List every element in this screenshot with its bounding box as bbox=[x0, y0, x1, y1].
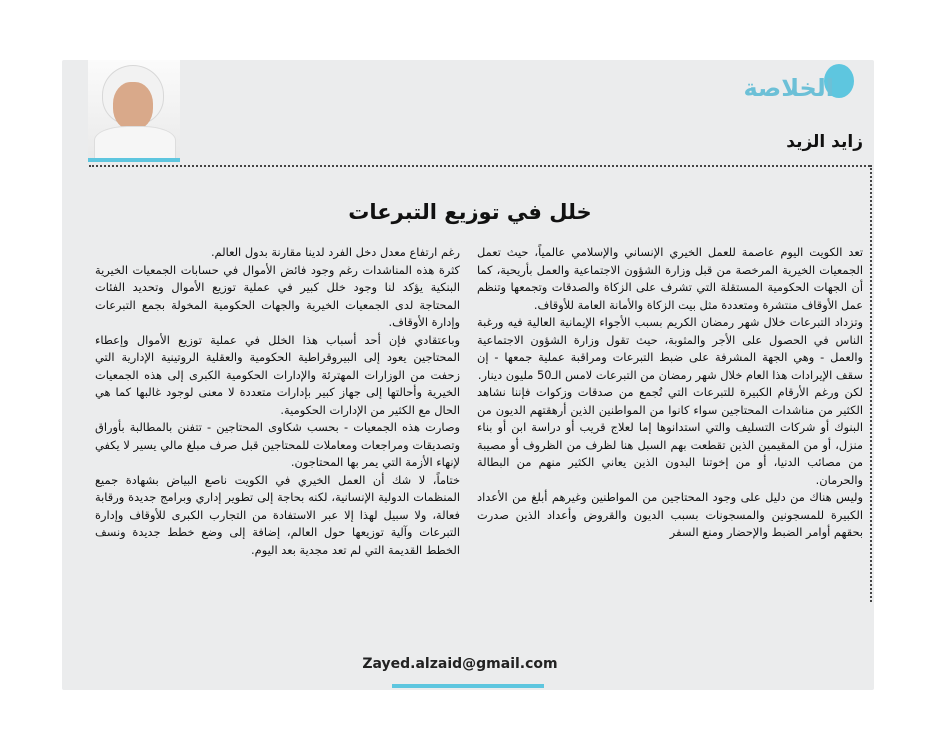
article-column-right bbox=[477, 244, 863, 542]
email-accent-bar bbox=[392, 684, 544, 688]
dotted-divider-horizontal bbox=[89, 165, 870, 167]
paragraph: تعد الكويت اليوم عاصمة للعمل الخيري الإنساني والإسلامي عالمياً، حيث تعمل الجمعيات الخيرية المرخصة من قبل وزارة الشؤون الاجتماعية والعمل بأريحية، كما أن الجهات الحكومية المستقلة التي تشرف على الزكاة والصدقات وتجمعها وتنظم عمل الأوقاف منتشرة ومتعددة مثل بيت الزكاة والأمانة العامة للأوقاف. bbox=[477, 245, 863, 312]
article-column-left bbox=[95, 244, 460, 559]
dotted-divider-vertical bbox=[870, 165, 872, 602]
paragraph: وباعتقادي فإن أحد أسباب هذا الخلل في عملية توزيع الأموال وإعطاء المحتاجين يعود إلى البيروقراطية الحكومية والعقلية الروتينية الإدارية التي زحفت من الوزارات المهترئة والإدارات الحكومية الكبرى إلى هذه الجمعيات الخيرية وأحالتها إلى جهاز كبير بإدارات متعددة لا معنى لوجود غالبها كما هي الحال مع الكثير من الإدارات الحكومية. bbox=[95, 332, 460, 417]
author-photo bbox=[88, 60, 180, 160]
paragraph: لكن ورغم الأرقام الكبيرة للتبرعات التي تُجمع من صدقات وزكوات فإننا نشاهد الكثير من مناشدات المحتاجين سواء كانوا من المواطنين الذين أرهقتهم الديون من البنوك أو شركات التسليف والتي استدانوها إما لعلاج قريب أو دراسة ابن أو بناء منزل، أو من المقيمين الذين تقطعت بهم السبل هنا لظرف من الظروف أو مصيبة من مصائب الدنيا، أو من إخوتنا البدون الذين يعاني الكثير منهم من البطالة والحرمان. bbox=[477, 385, 863, 487]
paragraph: ختاماً، لا شك أن العمل الخيري في الكويت ناصع البياض بشهادة جميع المنظمات الدولية الإنسانية، لكنه بحاجة إلى تطوير إداري وبرامج جديدة ورقابة فعالة، ولا سبيل لهذا إلا عبر الاستفادة من التجارب الكبرى للأوقاف وإدارة التبرعات وآلية توزيعها حول العالم، إضافة إلى وضع خطط جديدة ونسف الخطط القديمة التي لم تعد مجدية بعد اليوم. bbox=[95, 472, 460, 557]
photo-accent-bar bbox=[88, 158, 180, 162]
author-name: زايد الزيد bbox=[786, 132, 863, 152]
column-logo bbox=[740, 68, 860, 108]
robe-shape bbox=[94, 126, 176, 162]
paragraph: كثرة هذه المناشدات رغم وجود فائض الأموال في حسابات الجمعيات الخيرية البنكية يؤكد لنا وجود خلل كبير في عملية توزيع الأموال وتحديد الفئات المحتاجة لدى الجمعيات الخيرية والجهات الحكومية المخولة بجمع التبرعات وإدارة الأوقاف. bbox=[95, 262, 460, 329]
logo-word: الخلاصة bbox=[743, 74, 834, 102]
paragraph: وتزداد التبرعات خلال شهر رمضان الكريم بسبب الأجواء الإيمانية العالية فيه ورغبة الناس في الحصول على الأجر والمثوبة، حيث تقول وزارة الشؤون الاجتماعية والعمل - وهي الجهة المشرفة على ضبط التبرعات ومراقبة عملية جمعها - إن سقف الإيرادات هذا العام خلال شهر رمضان من التبرعات لامس الـ50 مليون دينار. bbox=[477, 315, 863, 382]
paragraph: وصارت هذه الجمعيات - بحسب شكاوى المحتاجين - تتفنن بالمطالبة بأوراق وتصديقات ومراجعات ومعاملات للمحتاجين قبل صرف مبلغ مالي يسير لا يكفي لإنهاء الأزمة التي يمر بها المحتاجون. bbox=[95, 420, 460, 469]
paragraph: رغم ارتفاع معدل دخل الفرد لدينا مقارنة بدول العالم. bbox=[210, 245, 460, 259]
paragraph: وليس هناك من دليل على وجود المحتاجين من المواطنين وغيرهم أبلغ من الأعداد الكبيرة للمسجونين والمسجونات بسبب الديون والقروض وأعداد الذين صدرت بحقهم أوامر الضبط والإحضار ومنع السفر bbox=[477, 490, 863, 539]
face-shape bbox=[113, 82, 153, 130]
article-title: خلل في توزيع التبرعات bbox=[348, 200, 592, 224]
author-email[interactable]: Zayed.alzaid@gmail.com bbox=[362, 656, 558, 672]
